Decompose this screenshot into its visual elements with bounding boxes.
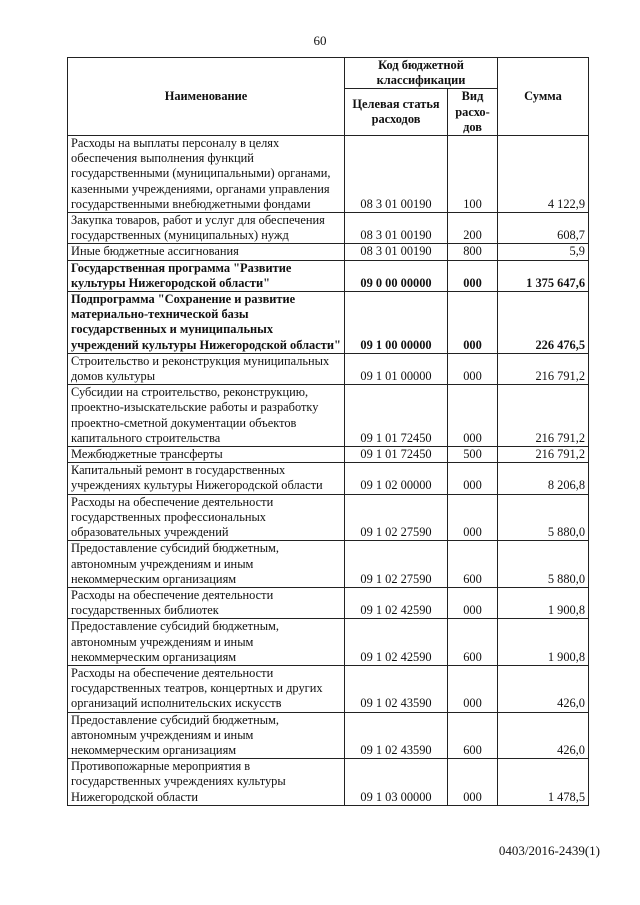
row-expense-type: 200 bbox=[448, 213, 498, 244]
row-sum: 5,9 bbox=[498, 244, 589, 260]
row-target-article: 09 1 03 00000 bbox=[345, 759, 448, 806]
table-row bbox=[68, 292, 589, 354]
row-sum: 1 478,5 bbox=[498, 759, 589, 806]
row-sum: 426,0 bbox=[498, 665, 589, 712]
row-expense-type: 100 bbox=[448, 136, 498, 213]
row-expense-type: 000 bbox=[448, 587, 498, 618]
table-row bbox=[68, 759, 589, 806]
row-target-article: 09 1 02 42590 bbox=[345, 619, 448, 666]
row-name: Расходы на выплаты персоналу в целях обеспечения выполнения функций государственными (муниципальными) органами, казенными учреждениями, органами управления государственными внебюджетными фондами bbox=[68, 136, 345, 213]
row-name: Предоставление субсидий бюджетным, автономным учреждениям и иным некоммерческим организациям bbox=[68, 712, 345, 759]
row-target-article: 08 3 01 00190 bbox=[345, 213, 448, 244]
row-target-article: 09 1 00 00000 bbox=[345, 292, 448, 354]
row-name: Закупка товаров, работ и услуг для обеспечения государственных (муниципальных) нужд bbox=[68, 213, 345, 244]
row-expense-type: 000 bbox=[448, 665, 498, 712]
row-expense-type: 000 bbox=[448, 494, 498, 541]
row-expense-type: 000 bbox=[448, 385, 498, 447]
row-sum: 5 880,0 bbox=[498, 494, 589, 541]
row-target-article: 08 3 01 00190 bbox=[345, 136, 448, 213]
row-sum: 608,7 bbox=[498, 213, 589, 244]
row-sum: 216 791,2 bbox=[498, 353, 589, 384]
table-row bbox=[68, 447, 589, 463]
row-name: Предоставление субсидий бюджетным, автономным учреждениям и иным некоммерческим организациям bbox=[68, 619, 345, 666]
table-row bbox=[68, 494, 589, 541]
table-row bbox=[68, 587, 589, 618]
row-name: Противопожарные мероприятия в государственных учреждениях культуры Нижегородской области bbox=[68, 759, 345, 806]
row-expense-type: 000 bbox=[448, 463, 498, 494]
row-sum: 1 900,8 bbox=[498, 587, 589, 618]
table-row bbox=[68, 385, 589, 447]
row-expense-type: 600 bbox=[448, 541, 498, 588]
row-name: Капитальный ремонт в государственных учреждениях культуры Нижегородской области bbox=[68, 463, 345, 494]
row-name: Расходы на обеспечение деятельности государственных библиотек bbox=[68, 587, 345, 618]
row-target-article: 09 1 02 43590 bbox=[345, 665, 448, 712]
row-target-article: 09 1 01 72450 bbox=[345, 447, 448, 463]
page-number: 60 bbox=[313, 33, 327, 48]
row-expense-type: 600 bbox=[448, 619, 498, 666]
row-name: Межбюджетные трансферты bbox=[68, 447, 345, 463]
row-name: Расходы на обеспечение деятельности государственных театров, концертных и других организаций исполнительских искусств bbox=[68, 665, 345, 712]
row-name: Строительство и реконструкция муниципальных домов культуры bbox=[68, 353, 345, 384]
row-name: Субсидии на строительство, реконструкцию, проектно-изыскательские работы и разработку проектно-сметной документации объектов капитального строительства bbox=[68, 385, 345, 447]
row-target-article: 09 1 02 42590 bbox=[345, 587, 448, 618]
table-row bbox=[68, 463, 589, 494]
row-target-article: 09 0 00 00000 bbox=[345, 260, 448, 291]
row-expense-type: 000 bbox=[448, 353, 498, 384]
row-target-article: 09 1 02 27590 bbox=[345, 494, 448, 541]
table-row bbox=[68, 244, 589, 260]
table-body bbox=[68, 136, 589, 806]
row-expense-type: 000 bbox=[448, 759, 498, 806]
table-row bbox=[68, 213, 589, 244]
table-row bbox=[68, 136, 589, 213]
budget-table bbox=[67, 57, 589, 806]
row-target-article: 09 1 01 72450 bbox=[345, 385, 448, 447]
row-sum: 1 900,8 bbox=[498, 619, 589, 666]
table-row bbox=[68, 619, 589, 666]
header-target-article: Целевая статья расходов bbox=[345, 89, 448, 136]
table-row bbox=[68, 541, 589, 588]
row-sum: 4 122,9 bbox=[498, 136, 589, 213]
row-expense-type: 600 bbox=[448, 712, 498, 759]
header-expense-type: Вид расхо-дов bbox=[448, 89, 498, 136]
row-name: Подпрограмма "Сохранение и развитие материально-технической базы государственных и муниципальных учреждений культуры Нижегородской области" bbox=[68, 292, 345, 354]
row-target-article: 09 1 01 00000 bbox=[345, 353, 448, 384]
row-target-article: 08 3 01 00190 bbox=[345, 244, 448, 260]
row-sum: 226 476,5 bbox=[498, 292, 589, 354]
row-target-article: 09 1 02 00000 bbox=[345, 463, 448, 494]
table-row bbox=[68, 665, 589, 712]
document-code: 0403/2016-2439(1) bbox=[498, 843, 600, 858]
row-sum: 216 791,2 bbox=[498, 385, 589, 447]
row-target-article: 09 1 02 43590 bbox=[345, 712, 448, 759]
table-row bbox=[68, 260, 589, 291]
row-sum: 8 206,8 bbox=[498, 463, 589, 494]
row-name: Расходы на обеспечение деятельности государственных профессиональных образовательных учреждений bbox=[68, 494, 345, 541]
row-name: Иные бюджетные ассигнования bbox=[68, 244, 345, 260]
table-row bbox=[68, 712, 589, 759]
row-sum: 426,0 bbox=[498, 712, 589, 759]
row-expense-type: 000 bbox=[448, 292, 498, 354]
row-expense-type: 800 bbox=[448, 244, 498, 260]
row-sum: 5 880,0 bbox=[498, 541, 589, 588]
row-expense-type: 000 bbox=[448, 260, 498, 291]
row-sum: 1 375 647,6 bbox=[498, 260, 589, 291]
header-name: Наименование bbox=[68, 58, 345, 136]
table-row bbox=[68, 353, 589, 384]
table-header-row bbox=[68, 58, 589, 89]
row-sum: 216 791,2 bbox=[498, 447, 589, 463]
row-expense-type: 500 bbox=[448, 447, 498, 463]
row-name: Предоставление субсидий бюджетным, автономным учреждениям и иным некоммерческим организациям bbox=[68, 541, 345, 588]
row-name: Государственная программа "Развитие культуры Нижегородской области" bbox=[68, 260, 345, 291]
row-target-article: 09 1 02 27590 bbox=[345, 541, 448, 588]
header-budget-code: Код бюджетной классификации bbox=[345, 58, 498, 89]
header-sum: Сумма bbox=[498, 58, 589, 136]
